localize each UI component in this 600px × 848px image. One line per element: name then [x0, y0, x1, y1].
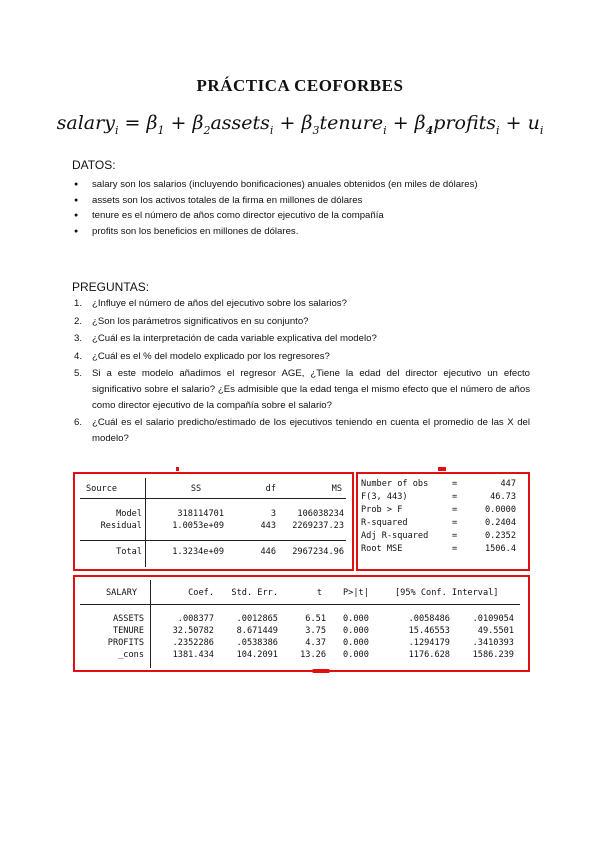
anova-row-ss: 1.0053e+09	[172, 521, 224, 531]
list-item: 4. ¿Cuál es el % del modelo explicado por los regresores?	[74, 350, 330, 362]
anova-row-ms: 2269237.23	[292, 521, 344, 531]
stat-value: 447	[500, 479, 516, 489]
anova-total-rule	[80, 540, 346, 541]
stat-label: Prob > F	[361, 505, 403, 515]
stat-label: Root MSE	[361, 544, 403, 554]
coef-row-var: TENURE	[112, 626, 144, 636]
coef-row-coef: 32.50782	[172, 626, 214, 636]
anova-row-df: 443	[260, 521, 276, 531]
anova-row-ms: 106038234	[297, 509, 344, 519]
anova-total-df: 446	[260, 547, 276, 557]
list-item: 2. ¿Son los parámetros significativos en su conjunto?	[74, 315, 309, 327]
anova-divider	[145, 478, 146, 567]
coef-row-se: 104.2091	[236, 650, 278, 660]
list-item: ● salary son los salarios (incluyendo bonificaciones) anuales obtenidos (en miles de dólares)	[72, 177, 532, 193]
anova-row-source: Residual	[100, 521, 142, 531]
stat-label: R-squared	[361, 518, 408, 528]
coef-row-hi: .3410393	[472, 638, 514, 648]
anova-row-ss: 318114701	[177, 509, 224, 519]
coef-row-lo: 1176.628	[408, 650, 450, 660]
coef-row-p: 0.000	[343, 614, 369, 624]
red-tick	[176, 467, 179, 471]
stat-value: 0.2352	[484, 531, 516, 541]
datos-list	[72, 177, 532, 239]
coef-header-t: t	[316, 588, 322, 598]
stat-eq: =	[452, 518, 458, 528]
stat-label: F(3, 443)	[361, 492, 408, 502]
regression-equation: salary$_i$ = $\beta_1$ + $\beta_2assets_i$ + $\beta_3tenure_i$ + $\beta_4profits_i + u_i$	[56, 112, 544, 137]
anova-row-source: Model	[116, 509, 142, 519]
anova-total-source: Total	[116, 547, 142, 557]
coef-row-lo: .0058486	[408, 614, 450, 624]
list-item: 1. ¿Influye el número de años del ejecutivo sobre los salarios?	[74, 298, 347, 309]
list-item: 6. ¿Cuál es el salario predicho/estimado de los ejecutivos teniendo en cuenta el promedio de las X del modelo?	[74, 417, 530, 444]
preguntas-heading: PREGUNTAS:	[72, 280, 150, 294]
coef-row-lo: 15.46553	[408, 626, 450, 636]
page-title: PRÁCTICA CEOFORBES	[196, 76, 404, 95]
list-item: 3. ¿Cuál es la interpretación de cada variable explicativa del modelo?	[74, 333, 377, 345]
anova-total-ss: 1.3234e+09	[172, 547, 224, 557]
preguntas-list	[72, 296, 530, 448]
anova-total-ms: 2967234.96	[292, 547, 344, 557]
red-tick	[312, 669, 330, 673]
stat-eq: =	[452, 479, 458, 489]
coef-row-se: 8.671449	[236, 626, 278, 636]
coef-row-hi: 1586.239	[472, 650, 514, 660]
coef-row-t: 3.75	[305, 626, 326, 636]
stat-eq: =	[452, 531, 458, 541]
stat-value: 0.0000	[484, 505, 516, 515]
coef-row-p: 0.000	[343, 650, 369, 660]
coef-row-t: 6.51	[305, 614, 326, 624]
coef-row-hi: .0109054	[472, 614, 514, 624]
coef-header-se: Std. Err.	[231, 588, 278, 598]
coef-row-var: _cons	[118, 650, 144, 660]
stat-eq: =	[452, 505, 458, 515]
anova-header-df: df	[265, 484, 276, 494]
datos-heading: DATOS:	[72, 158, 116, 172]
coef-row-t: 4.37	[305, 638, 326, 648]
coef-row-coef: 1381.434	[172, 650, 214, 660]
coef-header-rule	[80, 604, 520, 605]
stat-value: 46.73	[490, 492, 516, 502]
stat-eq: =	[452, 544, 458, 554]
anova-header-rule	[80, 498, 346, 499]
coef-row-var: PROFITS	[107, 638, 144, 648]
coef-row-lo: .1294179	[408, 638, 450, 648]
coef-row-t: 13.26	[300, 650, 326, 660]
coef-header-ci: [95% Conf. Interval]	[395, 588, 499, 598]
coef-row-p: 0.000	[343, 626, 369, 636]
anova-header-ss: SS	[190, 484, 202, 494]
anova-header-source: Source	[86, 484, 118, 494]
list-item: 5. Si a este modelo añadimos el regresor AGE, ¿Tiene la edad del director ejecutivo un efecto significativo sobre el salario? ¿Es admisible que la edad tenga el mismo efecto que el número de años como director ejecutivo de la compañía sobre el salario?	[74, 368, 530, 411]
stat-label: Adj R-squared	[361, 531, 429, 541]
coef-row-se: .0538386	[236, 638, 278, 648]
list-item: ● tenure es el número de años como director ejecutivo de la compañía	[72, 208, 532, 224]
coef-row-coef: .008377	[177, 614, 214, 624]
anova-row-df: 3	[270, 509, 276, 519]
list-item: ● profits son los beneficios en millones de dólares.	[72, 224, 532, 240]
coef-row-hi: 49.5501	[477, 626, 514, 636]
coef-header-p: P>|t|	[343, 588, 369, 598]
list-item: ● assets son los activos totales de la firma en millones de dólares	[72, 193, 532, 209]
coef-row-se: .0012865	[236, 614, 278, 624]
anova-header-ms: MS	[331, 484, 342, 494]
stat-value: 0.2404	[484, 518, 516, 528]
coef-header-coef: Coef.	[188, 588, 214, 598]
red-tick	[438, 467, 446, 471]
coef-row-coef: .2352286	[172, 638, 214, 648]
stat-label: Number of obs	[361, 479, 429, 489]
stat-eq: =	[452, 492, 458, 502]
coef-row-var: ASSETS	[112, 614, 144, 624]
stat-value: 1506.4	[484, 544, 516, 554]
coef-header-var: SALARY	[106, 588, 138, 598]
coef-row-p: 0.000	[343, 638, 369, 648]
